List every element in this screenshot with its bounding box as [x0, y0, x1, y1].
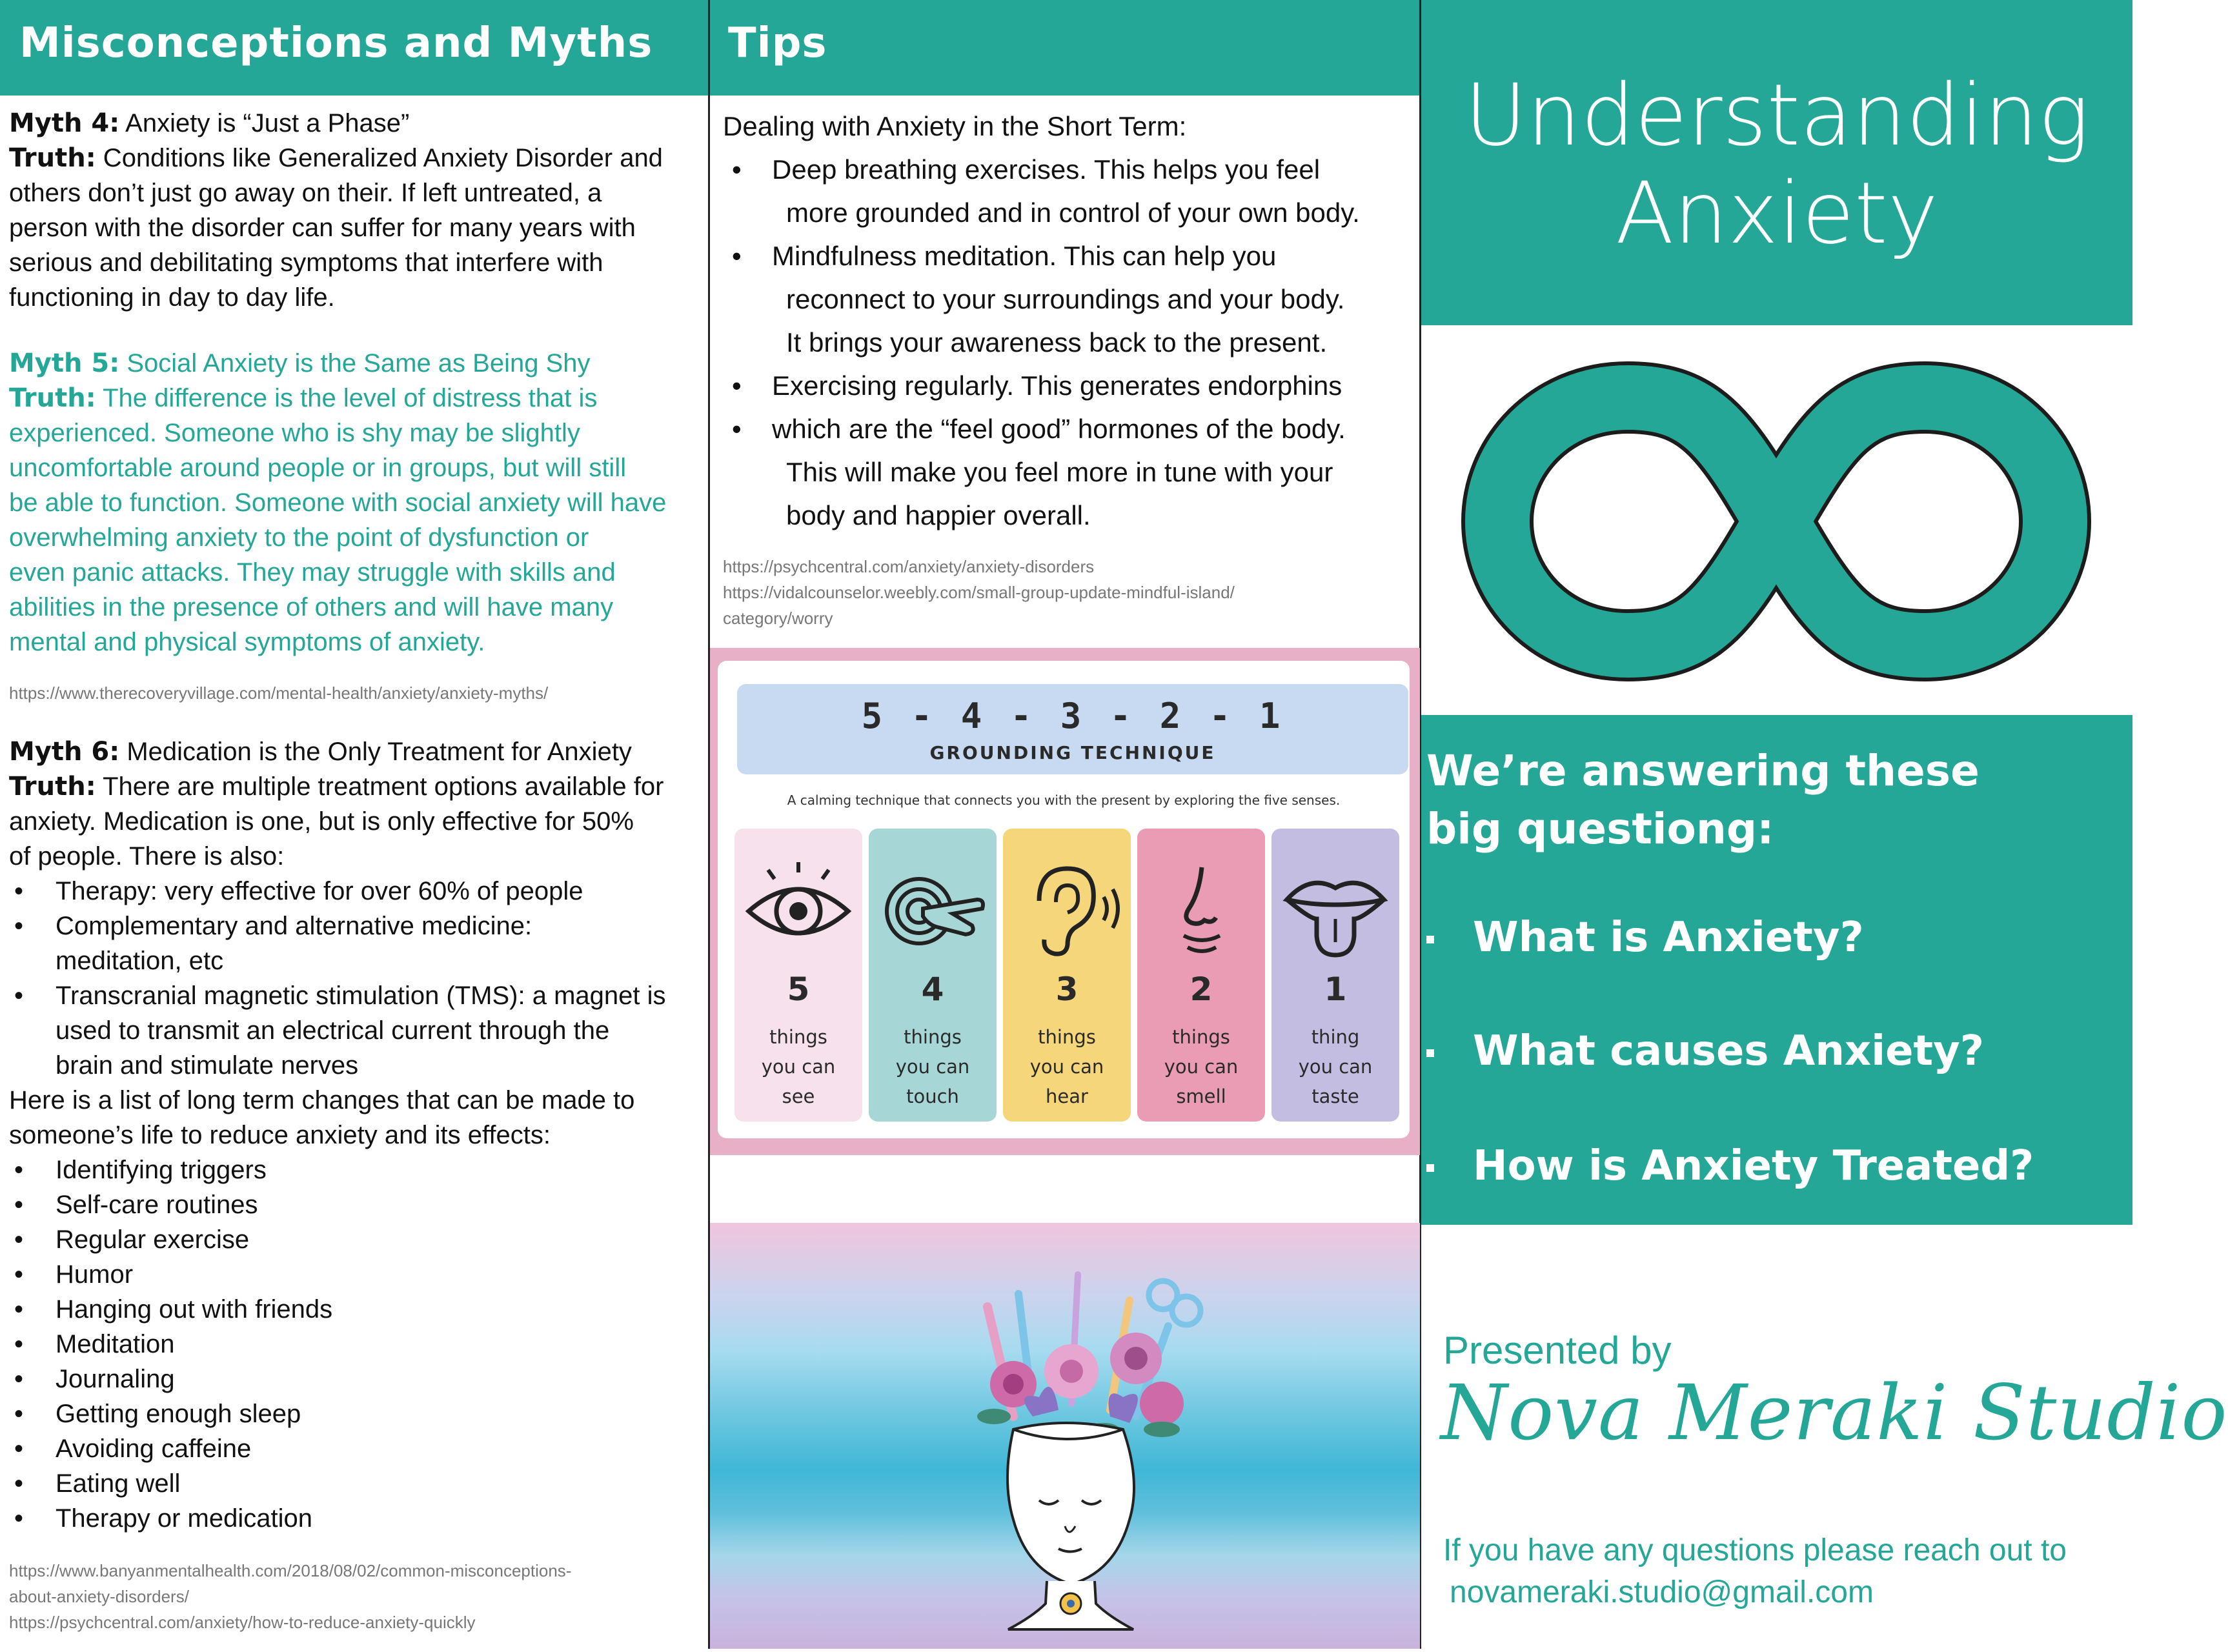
questions-block — [1421, 715, 2132, 1225]
truth-6-line: of people. There is also: — [9, 842, 285, 871]
myth-4-text: Anxiety is “Just a Phase” — [119, 109, 410, 137]
source-link[interactable]: https://vidalcounselor.weebly.com/small-group-update-mindful-island/ — [723, 583, 1235, 602]
sense-count: 1 — [1324, 971, 1347, 1008]
list-item: • Mindfulness meditation. This can help you — [723, 234, 1420, 277]
studio-name: Nova Meraki Studio — [1441, 1368, 2228, 1457]
truth-4-label: Truth: — [9, 143, 96, 173]
studio-logo-art — [710, 1223, 1420, 1649]
list-item: • Therapy or medication — [9, 1501, 706, 1536]
square-bullet-icon — [1426, 1164, 1434, 1172]
truth-4-line: functioning in day to day life. — [9, 283, 335, 312]
infinity-icon — [1421, 328, 2132, 715]
list-item-cont: It brings your awareness back to the present. — [786, 327, 1328, 358]
myth-6 — [9, 734, 706, 1536]
grounding-banner — [737, 684, 1408, 774]
square-bullet-icon — [1426, 936, 1434, 943]
truth-5-line: The difference is the level of distress that is — [96, 384, 598, 412]
source-link[interactable]: https://www.banyanmentalhealth.com/2018/08/02/common-misconceptions- — [9, 1561, 572, 1580]
grounding-card — [718, 661, 1410, 1138]
list-item: • Self-care routines — [9, 1187, 706, 1222]
myth-6-text: Medication is the Only Treatment for Anxiety — [119, 738, 632, 766]
question-item: What causes Anxiety? — [1426, 1027, 1984, 1075]
truth-5-line: mental and physical symptoms of anxiety. — [9, 628, 485, 656]
sense-count: 4 — [921, 971, 944, 1008]
list-item-cont: This will make you feel more in tune with your — [786, 457, 1333, 487]
tongue-icon — [1271, 854, 1399, 964]
sense-count: 2 — [1190, 971, 1213, 1008]
truth-5-line: even panic attacks. They may struggle with skills and — [9, 558, 616, 587]
truth-4-line: person with the disorder can suffer for many years with — [9, 214, 636, 242]
touch-icon — [869, 854, 997, 964]
list-item: • Journaling — [9, 1362, 706, 1396]
tips-title: Tips — [728, 19, 827, 67]
list-item: • Identifying triggers — [9, 1153, 706, 1187]
source-link[interactable]: category/worry — [723, 609, 833, 628]
tips-list — [723, 105, 1420, 537]
grounding-subtitle: GROUNDING TECHNIQUE — [929, 742, 1216, 763]
sense-label: things you can hear — [1029, 1026, 1104, 1107]
square-bullet-icon — [1426, 1049, 1434, 1057]
list-item: • which are the “feel good” hormones of the body. — [723, 407, 1420, 450]
list-item: • Hanging out with friends — [9, 1292, 706, 1327]
sense-card-hear — [1003, 829, 1131, 1122]
list-item: • Humor — [9, 1257, 706, 1292]
title-line-1: Understanding — [1464, 66, 2089, 165]
list-item: • Regular exercise — [9, 1222, 706, 1257]
title-block — [1421, 0, 2132, 325]
truth-4-line: serious and debilitating symptoms that interfere with — [9, 248, 603, 277]
sense-label: things you can see — [761, 1026, 836, 1107]
grounding-description: A calming technique that connects you with the present by exploring the five senses. — [787, 792, 1341, 808]
source-link[interactable]: https://psychcentral.com/anxiety/anxiety-disorders — [723, 557, 1095, 576]
sense-card-taste — [1271, 829, 1399, 1122]
myth-5-label: Myth 5: — [9, 348, 120, 378]
eye-icon — [734, 854, 862, 964]
nose-icon — [1137, 854, 1265, 964]
tips-sources — [723, 554, 1235, 631]
myth-5 — [9, 346, 706, 660]
truth-6-label: Truth: — [9, 772, 96, 801]
list-item-cont: more grounded and in control of your own body. — [786, 197, 1360, 228]
list-item-cont: body and happier overall. — [786, 500, 1091, 530]
long-term-intro: Here is a list of long term changes that can be made to — [9, 1086, 635, 1114]
myth-5-text: Social Anxiety is the Same as Being Shy — [119, 349, 591, 378]
sense-card-touch — [869, 829, 997, 1122]
myths-title: Misconceptions and Myths — [19, 19, 653, 67]
truth-4-line: others don’t just go away on their. If left untreated, a — [9, 179, 602, 207]
list-item: • Exercising regularly. This generates endorphins — [723, 364, 1420, 407]
truth-6-line: There are multiple treatment options available for — [96, 772, 664, 801]
question-item: How is Anxiety Treated? — [1426, 1142, 2034, 1190]
myths-panel — [0, 0, 710, 1649]
truth-4-line: Conditions like Generalized Anxiety Disorder and — [96, 144, 663, 172]
myth-6-label: Myth 6: — [9, 737, 120, 767]
grounding-title: 5 - 4 - 3 - 2 - 1 — [861, 696, 1284, 736]
contact-text: If you have any questions please reach out to — [1443, 1533, 2067, 1567]
head-with-flowers-logo — [710, 1223, 1420, 1649]
list-item-cont: reconnect to your surroundings and your body. — [786, 284, 1345, 314]
truth-5-line: be able to function. Someone with social anxiety will have — [9, 489, 667, 517]
truth-5-line: experienced. Someone who is shy may be slightly — [9, 419, 580, 447]
tips-header — [710, 0, 1419, 96]
truth-5-line: uncomfortable around people or in groups, but will still — [9, 454, 627, 482]
source-link[interactable]: https://psychcentral.com/anxiety/how-to-reduce-anxiety-quickly — [9, 1613, 476, 1632]
list-item: • Avoiding caffeine — [9, 1431, 706, 1466]
email-link[interactable]: novameraki.studio@gmail.com — [1450, 1575, 1874, 1609]
sense-label: thing you can taste — [1298, 1026, 1373, 1107]
list-item: • Getting enough sleep — [9, 1396, 706, 1431]
grounding-infographic — [710, 648, 1420, 1155]
source-links-bottom — [9, 1558, 571, 1635]
sense-label: things you can touch — [895, 1026, 970, 1107]
list-item: • Transcranial magnetic stimulation (TMS): a magnet is used to transmit an electrical current through the brain and stimulate nerves — [9, 978, 706, 1083]
myth-4 — [9, 106, 706, 315]
myth-4-label: Myth 4: — [9, 108, 120, 138]
sense-count: 3 — [1055, 971, 1079, 1008]
questions-heading: big questiong: — [1426, 804, 1774, 854]
truth-5-line: overwhelming anxiety to the point of dysfunction or — [9, 523, 589, 552]
list-item: • Complementary and alternative medicine: meditation, etc — [9, 909, 706, 978]
questions-heading: We’re answering these — [1426, 746, 1980, 796]
myths-header — [0, 0, 708, 96]
list-item: • Therapy: very effective for over 60% of people — [9, 874, 706, 909]
source-link-myths[interactable]: https://www.therecoveryvillage.com/mental-health/anxiety/anxiety-myths/ — [9, 683, 549, 703]
title-line-2: Anxiety — [1615, 164, 1938, 263]
list-item: • Eating well — [9, 1466, 706, 1501]
sense-label: things you can smell — [1164, 1026, 1239, 1107]
long-term-intro: someone’s life to reduce anxiety and its effects: — [9, 1121, 551, 1149]
cover-panel — [1421, 0, 2228, 1649]
tips-panel — [710, 0, 1421, 1649]
truth-5-line: abilities in the presence of others and will have many — [9, 593, 614, 621]
question-item: What is Anxiety? — [1426, 914, 1864, 962]
list-item: • Deep breathing exercises. This helps you feel — [723, 148, 1420, 191]
presented-by: Presented by — [1443, 1329, 1672, 1372]
truth-6-line: anxiety. Medication is one, but is only effective for 50% — [9, 807, 634, 836]
truth-5-label: Truth: — [9, 383, 96, 413]
sense-card-see — [734, 829, 862, 1122]
sense-card-smell — [1137, 829, 1265, 1122]
ear-icon — [1003, 854, 1131, 964]
list-item: • Meditation — [9, 1327, 706, 1362]
source-link[interactable]: about-anxiety-disorders/ — [9, 1587, 189, 1606]
sense-count: 5 — [787, 971, 810, 1008]
tips-intro: Dealing with Anxiety in the Short Term: — [723, 111, 1187, 141]
